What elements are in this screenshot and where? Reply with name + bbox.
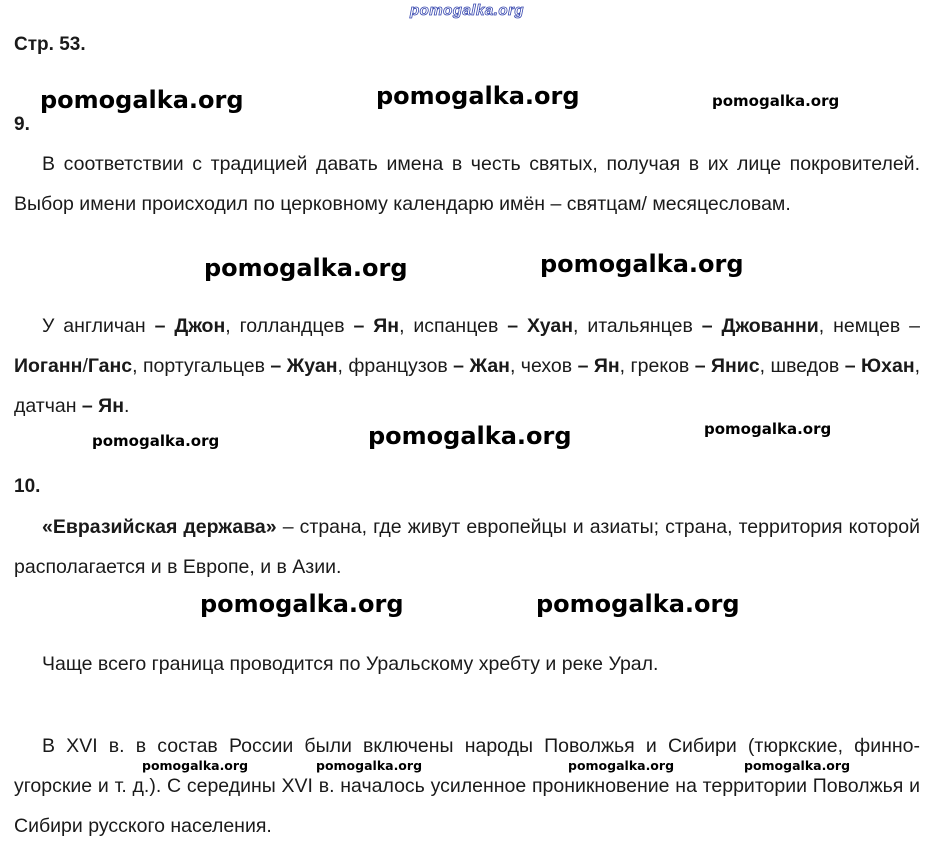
text-run: , чехов bbox=[509, 355, 578, 377]
watermark: pomogalka.org bbox=[540, 250, 744, 278]
watermark: pomogalka.org bbox=[204, 254, 408, 282]
term-eurasian-power: «Евразийская держава» bbox=[42, 516, 277, 538]
task-10-paragraph-3 bbox=[14, 726, 920, 846]
task-9-paragraph-1 bbox=[14, 144, 920, 224]
text-run: , греков bbox=[619, 355, 695, 377]
name-bold: – Ян bbox=[81, 395, 124, 417]
text-run: У англичан bbox=[42, 315, 155, 337]
name-bold: – Янис bbox=[694, 355, 760, 377]
task-9-text-1: В соответствии с традицией давать имена в честь святых, получая в их лице покровителей. Выбор имени происходил по церковному календарю имён – святцам/ месяцесловам. bbox=[14, 153, 920, 215]
text-run: , датчан bbox=[14, 355, 921, 417]
name-bold: – Джон bbox=[154, 315, 226, 337]
task-10-paragraph-1 bbox=[14, 507, 920, 587]
text-run: , немцев – bbox=[818, 315, 921, 337]
text-run: , португальцев bbox=[132, 355, 271, 377]
task-9-text-2 bbox=[14, 306, 920, 426]
task-10-text-1 bbox=[14, 507, 920, 587]
name-bold: – Ян bbox=[353, 315, 400, 337]
watermark: pomogalka.org bbox=[142, 758, 249, 773]
page-heading: Стр. 53. bbox=[14, 34, 86, 55]
task-9-paragraph-2 bbox=[14, 306, 920, 426]
watermark: pomogalka.org bbox=[704, 420, 832, 438]
watermark: pomogalka.org bbox=[712, 92, 840, 110]
text-run: , голландцев bbox=[225, 315, 354, 337]
name-bold: Ганс bbox=[87, 355, 133, 377]
term-definition: – страна, где живут европейцы и азиаты; страна, территория которой располагается и в Европе, и в Азии. bbox=[14, 516, 920, 578]
text-run: , шведов bbox=[759, 355, 845, 377]
watermark: pomogalka.org bbox=[368, 422, 572, 450]
watermark: pomogalka.org bbox=[92, 432, 220, 450]
watermark: pomogalka.org bbox=[40, 86, 244, 114]
text-run: / bbox=[82, 355, 88, 377]
name-bold: – Жан bbox=[453, 355, 510, 377]
watermark: pomogalka.org bbox=[744, 758, 851, 773]
task-10-text-3: В XVI в. в состав России были включены народы Поволжья и Сибири (тюркские, финно-угорские и т. д.). С середины XVI в. началось усиленное проникновение на территории Поволжья и Сибири русского населения. bbox=[14, 735, 920, 837]
name-bold: – Юхан bbox=[844, 355, 915, 377]
watermark: pomogalka.org bbox=[568, 758, 675, 773]
watermark: pomogalka.org bbox=[200, 590, 404, 618]
text-run: , итальянцев bbox=[573, 315, 702, 337]
watermark: pomogalka.org bbox=[536, 590, 740, 618]
task-9-number: 9. bbox=[14, 114, 30, 135]
task-10-paragraph-2 bbox=[14, 644, 920, 684]
name-bold: Иоганн bbox=[14, 355, 83, 377]
name-bold: – Жуан bbox=[270, 355, 338, 377]
text-run: . bbox=[123, 395, 130, 417]
name-bold: – Хуан bbox=[507, 315, 573, 337]
watermark: pomogalka.org bbox=[316, 758, 423, 773]
task-10-text-2: Чаще всего граница проводится по Уральскому хребту и реке Урал. bbox=[42, 653, 659, 675]
text-run: , французов bbox=[337, 355, 454, 377]
watermark: pomogalka.org bbox=[376, 82, 580, 110]
task-10-number: 10. bbox=[14, 476, 41, 497]
top-watermark: pomogalka.org bbox=[409, 2, 524, 19]
name-bold: – Джованни bbox=[701, 315, 819, 337]
name-bold: – Ян bbox=[577, 355, 620, 377]
text-run: , испанцев bbox=[399, 315, 508, 337]
